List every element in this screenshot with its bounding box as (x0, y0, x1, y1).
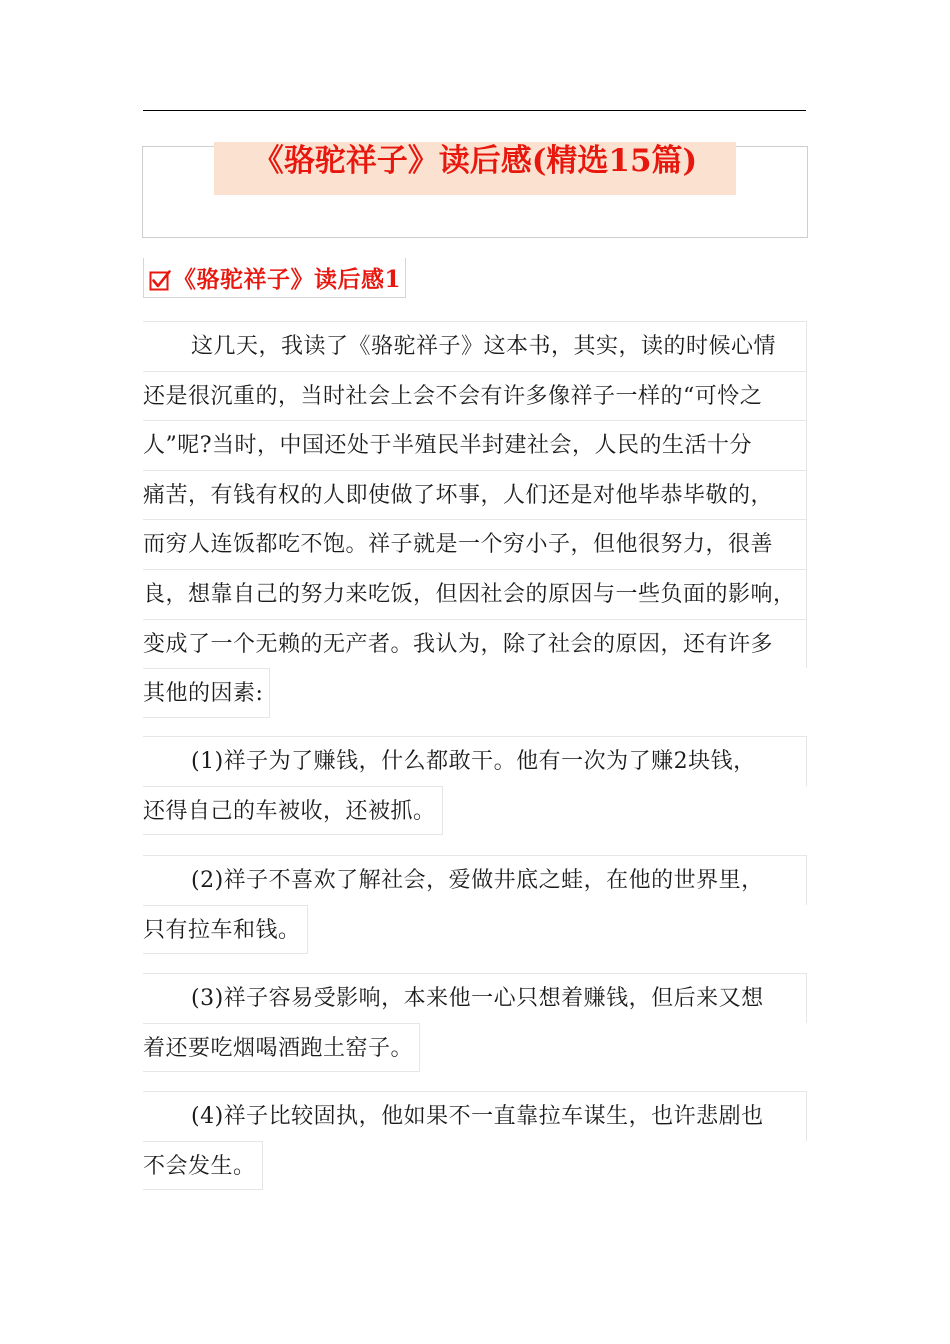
list-item-line: 着还要吃烟喝酒跑土窑子。 (143, 1023, 420, 1073)
list-item-line: 只有拉车和钱。 (143, 905, 308, 955)
list-item-3 (143, 973, 807, 1073)
section-heading-text: 《骆驼祥子》读后感1 (173, 266, 402, 293)
section-heading (143, 258, 406, 298)
paragraph-line: 人”呢?当时，中国还处于半殖民半封建社会，人民的生活十分 (143, 420, 807, 470)
top-rule (143, 110, 806, 111)
paragraph-line: 这几天，我读了《骆驼祥子》这本书，其实，读的时候心情 (143, 321, 807, 371)
list-item-4 (143, 1091, 807, 1191)
paragraph-line: 而穷人连饭都吃不饱。祥子就是一个穷小子，但他很努力，很善 (143, 519, 807, 569)
list-item-line: (4)祥子比较固执，他如果不一直靠拉车谋生，也许悲剧也 (143, 1091, 807, 1141)
paragraph-line: 痛苦，有钱有权的人即使做了坏事，人们还是对他毕恭毕敬的， (143, 470, 807, 520)
list-item-line: 还得自己的车被收，还被抓。 (143, 786, 443, 836)
paragraph-line: 其他的因素: (143, 668, 270, 718)
list-item-line: (1)祥子为了赚钱，什么都敢干。他有一次为了赚2块钱， (143, 736, 807, 786)
paragraph-line: 还是很沉重的，当时社会上会不会有许多像祥子一样的“可怜之 (143, 371, 807, 421)
list-item-line: 不会发生。 (143, 1141, 263, 1191)
paragraph-line: 良，想靠自己的努力来吃饭，但因社会的原因与一些负面的影响， (143, 569, 807, 619)
list-item-line: (2)祥子不喜欢了解社会，爱做井底之蛙，在他的世界里， (143, 855, 807, 905)
list-item-2 (143, 855, 807, 955)
list-item-line: (3)祥子容易受影响，本来他一心只想着赚钱，但后来又想 (143, 973, 807, 1023)
paragraph-line: 变成了一个无赖的无产者。我认为，除了社会的原因，还有许多 (143, 619, 807, 669)
paragraph-1 (143, 321, 807, 719)
list-item-1 (143, 736, 807, 836)
page-title: 《骆驼祥子》读后感(精选15篇) (252, 143, 698, 179)
checkbox-checked-icon (149, 269, 171, 291)
